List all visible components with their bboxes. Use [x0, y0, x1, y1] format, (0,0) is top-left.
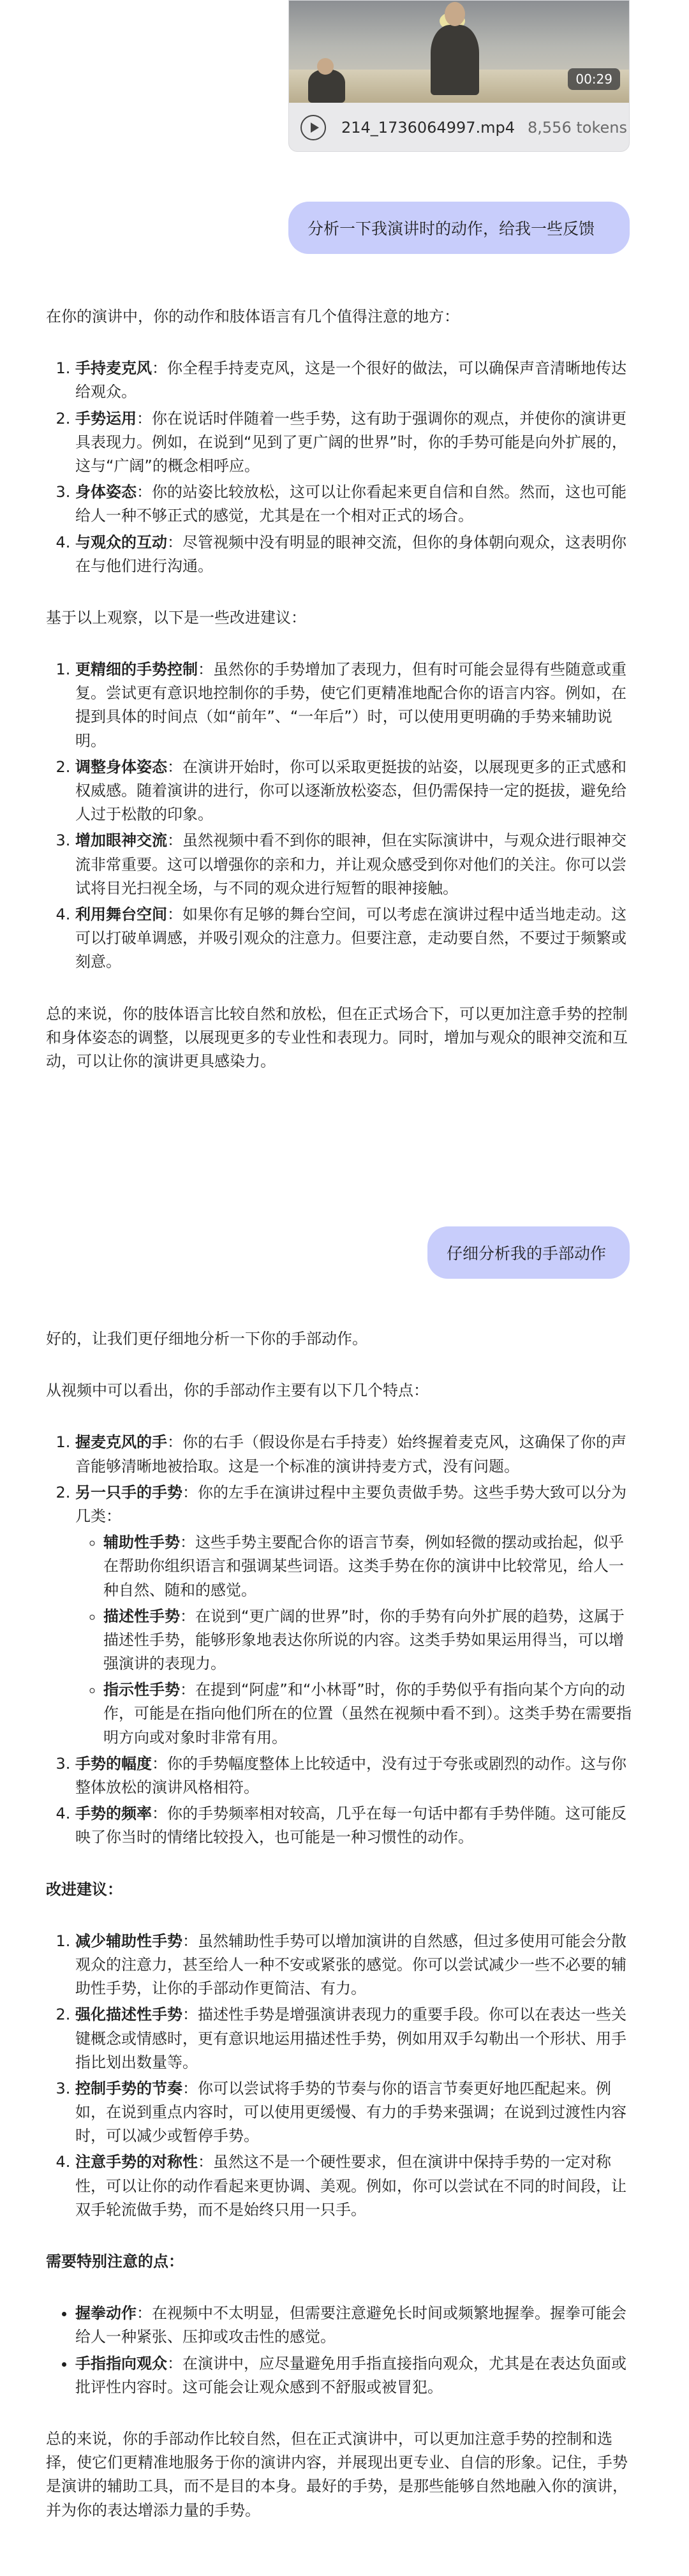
- list-item: ◦ 描述性手势：在说到“更广阔的世界”时，你的手势有向外扩展的趋势，这属于描述性手势，能够形象地表达你所说的内容。这类手势如果运用得当，可以增强演讲的表现力。: [103, 1605, 632, 1676]
- video-duration: 00:29: [568, 68, 620, 90]
- suggestion-intro: 基于以上观察，以下是一些改进建议：: [46, 608, 306, 627]
- improvement-list: [46, 1930, 632, 2222]
- user-message-text: 分析一下我演讲时的动作，给我一些反馈: [307, 220, 595, 238]
- list-item: 3. 控制手势的节奏：你可以尝试将手势的节奏与你的语言节奏更好地匹配起来。例如，在说到重点内容时，可以使用更缓慢、有力的手势来强调；在说到过渡性内容时，可以减少或暂停手势。: [75, 2077, 632, 2148]
- list-item: 1. 更精细的手势控制：虽然你的手势增加了表现力，但有时可能会显得有些随意或重复。尝试更有意识地控制你的手势，使它们更精准地配合你的语言内容。例如，在提到具体的时间点（如“前年”、“一年后”）时，可以使用更明确的手势来辅助说明。: [75, 658, 632, 753]
- response-summary: 总的来说，你的肢体语言比较自然和放松，但在正式场合下，可以更加注意手势的控制和身体姿态的调整，以展现更多的专业性和表现力。同时，增加与观众的眼神交流和互动，可以让你的演讲更具感染力。: [46, 1004, 628, 1070]
- list-item: 1. 减少辅助性手势：虽然辅助性手势可以增加演讲的自然感，但过多使用可能会分散观众的注意力，甚至给人一种不安或紧张的感觉。你可以尝试减少一些不必要的辅助性手势，让你的手部动作更简洁、有力。: [75, 1930, 632, 2001]
- hand-analysis-list: [46, 1431, 632, 1849]
- list-item: • 握拳动作：在视频中不太明显，但需要注意避免长时间或频繁地握拳。握拳可能会给人一种紧张、压抑或攻击性的感觉。: [75, 2302, 632, 2349]
- thumbnail-speaker-head: [445, 2, 465, 26]
- list-item: 2. 调整身体姿态：在演讲开始时，你可以采取更挺拔的站姿，以展现更多的正式感和权威感。随着演讲的进行，你可以逐渐放松姿态，但仍需保持一定的挺拔，避免给人过于松散的印象。: [75, 756, 632, 827]
- assistant-message: [46, 305, 632, 1073]
- play-icon[interactable]: [300, 115, 326, 140]
- list-item: 1. 握麦克风的手：你的右手（假设你是右手持麦）始终握着麦克风，这确保了你的声音能够清晰地被拾取。这是一个标准的演讲持麦方式，没有问题。: [75, 1431, 632, 1478]
- list-item: 3. 手势的幅度：你的手势幅度整体上比较适中，没有过于夸张或剧烈的动作。这与你整体放松的演讲风格相符。: [75, 1752, 632, 1799]
- response-summary: 总的来说，你的手部动作比较自然，但在正式演讲中，可以更加注意手势的控制和选择，使它们更精准地服务于你的演讲内容，并展现出更专业、自信的形象。记住，手势是演讲的辅助工具，而不是目的本身。最好的手势，是那些能够自然地融入你的演讲，并为你的表达增添力量的手势。: [46, 2429, 628, 2519]
- response-intro: 好的，让我们更仔细地分析一下你的手部动作。: [46, 1330, 367, 1348]
- video-file-name: 214_1736064997.mp4: [341, 119, 515, 137]
- thumbnail-speaker-figure: [431, 25, 479, 95]
- list-item: 1. 手持麦克风：你全程手持麦克风，这是一个很好的做法，可以确保声音清晰地传达给观众。: [75, 357, 632, 404]
- user-message: [427, 1226, 630, 1279]
- video-meta-bar: [289, 103, 629, 152]
- list-item: 2. 强化描述性手势：描述性手势是增强演讲表现力的重要手段。你可以在表达一些关键概念或情感时，更有意识地运用描述性手势，例如用双手勾勒出一个形状、用手指比划出数量等。: [75, 2003, 632, 2074]
- observation-list: [46, 357, 632, 578]
- list-item: 3. 增加眼神交流：虽然视频中看不到你的眼神，但在实际演讲中，与观众进行眼神交流非常重要。这可以增强你的亲和力，并让观众感受到你对他们的关注。你可以尝试将目光扫视全场，与不同的观众进行短暂的眼神接触。: [75, 829, 632, 900]
- list-item: 3. 身体姿态：你的站姿比较放松，这可以让你看起来更自信和自然。然而，这也可能给人一种不够正式的感觉，尤其是在一个相对正式的场合。: [75, 480, 632, 528]
- list-item: 2. 手势运用：你在说话时伴随着一些手势，这有助于强调你的观点，并使你的演讲更具表现力。例如，在说到“见到了更广阔的世界”时，你的手势可能是向外扩展的，这与“广阔”的概念相呼应。: [75, 407, 632, 479]
- list-item: ◦ 指示性手势：在提到“阿虚”和“小林哥”时，你的手势似乎有指向某个方向的动作，可能是在指向他们所在的位置（虽然在视频中看不到）。这类手势在需要指明方向或对象时非常有用。: [103, 1678, 632, 1750]
- section-heading: 改进建议：: [46, 1880, 122, 1898]
- section-heading: 需要特别注意的点：: [46, 2252, 184, 2270]
- video-attachment[interactable]: [288, 0, 630, 152]
- user-message-text: 仔细分析我的手部动作: [447, 1244, 607, 1263]
- list-item: 4. 利用舞台空间：如果你有足够的舞台空间，可以考虑在演讲过程中适当地走动。这可以打破单调感，并吸引观众的注意力。但要注意，走动要自然，不要过于频繁或刻意。: [75, 903, 632, 974]
- list-item: • 手指指向观众：在演讲中，应尽量避免用手指直接指向观众，尤其是在表达负面或批评性内容时。这可能会让观众感到不舒服或被冒犯。: [75, 2352, 632, 2399]
- thumbnail-seated-head: [317, 58, 334, 75]
- response-subintro: 从视频中可以看出，你的手部动作主要有以下几个特点：: [46, 1381, 429, 1400]
- list-item: ◦ 辅助性手势：这些手势主要配合你的语言节奏，例如轻微的摆动或抬起，似乎在帮助你组织语言和强调某些词语。这类手势在你的演讲中比较常见，给人一种自然、随和的感觉。: [103, 1531, 632, 1602]
- video-token-count: 8,556 tokens: [528, 119, 627, 137]
- attention-list: [46, 2302, 632, 2399]
- video-thumbnail[interactable]: [289, 1, 629, 103]
- assistant-message: [46, 1327, 632, 2522]
- list-item: 4. 手势的频率：你的手势频率相对较高，几乎在每一句话中都有手势伴随。这可能反映了你当时的情绪比较投入，也可能是一种习惯性的动作。: [75, 1802, 632, 1849]
- list-item: 4. 与观众的互动：尽管视频中没有明显的眼神交流，但你的身体朝向观众，这表明你在与他们进行沟通。: [75, 531, 632, 578]
- list-item: 4. 注意手势的对称性：虽然这不是一个硬性要求，但在演讲中保持手势的一定对称性，可以让你的动作看起来更协调、美观。例如，你可以尝试在不同的时间段，让双手轮流做手势，而不是始终只用一只手。: [75, 2150, 632, 2222]
- user-message: [288, 202, 630, 254]
- response-intro: 在你的演讲中，你的动作和肢体语言有几个值得注意的地方：: [46, 308, 459, 325]
- list-item: 2. 另一只手的手势：你的左手在演讲过程中主要负责做手势。这些手势大致可以分为几类： ◦ 辅助性手势：这些手势主要配合你的语言节奏，例如轻微的摆动或抬起，似乎在帮助你组织语言和强调某些词语。这类手势在你的演讲中比较常见，给人一种自然、随和的感觉。 ◦ 描述性手势：在说到“更广阔的世界”时，你的手势有向外扩展的趋势，这属于描述性手势，能够形象地表达你所说的内容。这类手势如果运用得当，可以增强演讲的表现力。 ◦ 指示性手势：在提到“阿虚”和“小林哥”时，你的手势似乎有指向某个方向的动作，可能是在指向他们所在的位置（虽然在视频中看不到）。这类手势在需要指明方向或对象时非常有用。: [75, 1481, 632, 1750]
- gesture-type-list: [75, 1531, 632, 1750]
- suggestion-list: [46, 658, 632, 974]
